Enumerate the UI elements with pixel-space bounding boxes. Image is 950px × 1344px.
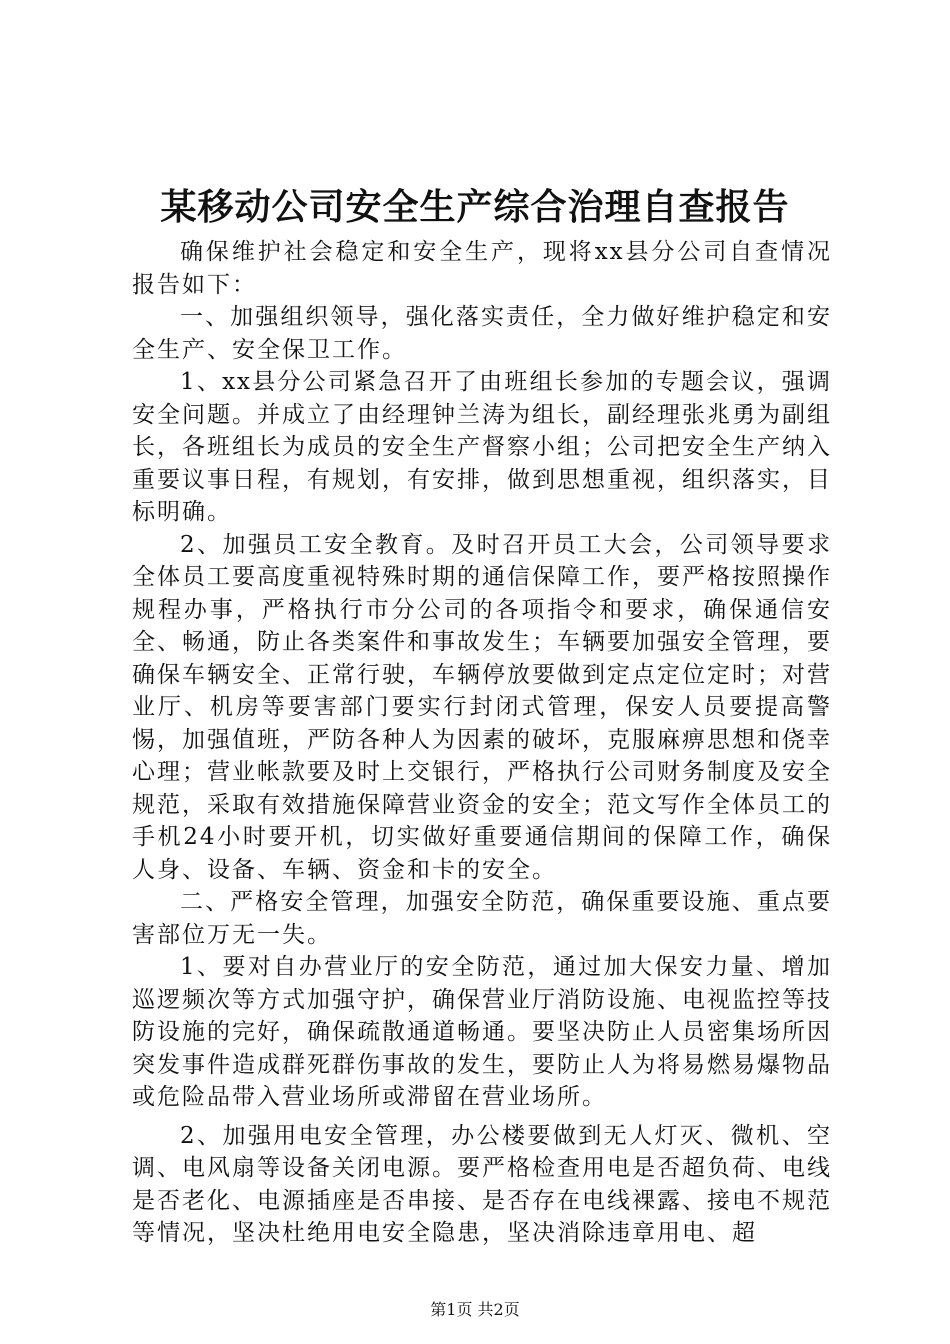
paragraph-section-1-item-1: 1、xx县分公司紧急召开了由班组长参加的专题会议，强调安全问题。并成立了由经理钟兰涛为组长，副经理张兆勇为副组长，各班组长为成员的安全生产督察小组；公司把安全生产纳入重要议事日程，有规划，有安排，做到思想重视，组织落实，目标明确。	[132, 369, 832, 525]
paragraph-section-1-item-2: 2、加强员工安全教育。及时召开员工大会，公司领导要求全体员工要高度重视特殊时期的通信保障工作，要严格按照操作规程办事，严格执行市分公司的各项指令和要求，确保通信安全、畅通，防止各类案件和事故发生；车辆要加强安全管理，要确保车辆安全、正常行驶，车辆停放要做到定点定位定时；对营业厅、机房等要害部门要实行封闭式管理，保安人员要提高警惕，加强值班，严防各种人为因素的破坏，克服麻痹思想和侥幸心理；营业帐款要及时上交银行，严格执行公司财务制度及安全规范，采取有效措施保障营业资金的安全；范文写作全体员工的手机24小时要开机，切实做好重要通信期间的保障工作，确保人身、设备、车辆、资金和卡的安全。	[132, 531, 832, 883]
document-body	[132, 236, 832, 1250]
paragraph-section-1-heading: 一、加强组织领导，强化落实责任，全力做好维护稳定和安全生产、安全保卫工作。	[132, 304, 832, 363]
paragraph-section-2-item-1: 1、要对自办营业厅的安全防范，通过加大保安力量、增加巡逻频次等方式加强守护，确保营业厅消防设施、电视监控等技防设施的完好，确保疏散通道畅通。要坚决防止人员密集场所因突发事件造成群死群伤事故的发生，要防止人为将易燃易爆物品或危险品带入营业场所或滞留在营业场所。	[132, 954, 832, 1110]
paragraph-section-2-item-2: 2、加强用电安全管理，办公楼要做到无人灯灭、微机、空调、电风扇等设备关闭电源。要严格检查用电是否超负荷、电线是否老化、电源插座是否串接、是否存在电线裸露、接电不规范等情况，坚决杜绝用电安全隐患，坚决消除违章用电、超	[132, 1122, 832, 1246]
document-title: 某移动公司安全生产综合治理自查报告	[160, 187, 790, 228]
paragraph-intro: 确保维护社会稳定和安全生产，现将xx县分公司自查情况报告如下：	[132, 239, 832, 298]
paragraph-section-2-heading: 二、严格安全管理，加强安全防范，确保重要设施、重点要害部位万无一失。	[132, 889, 832, 948]
page-footer: 第1页 共2页	[430, 1300, 520, 1319]
